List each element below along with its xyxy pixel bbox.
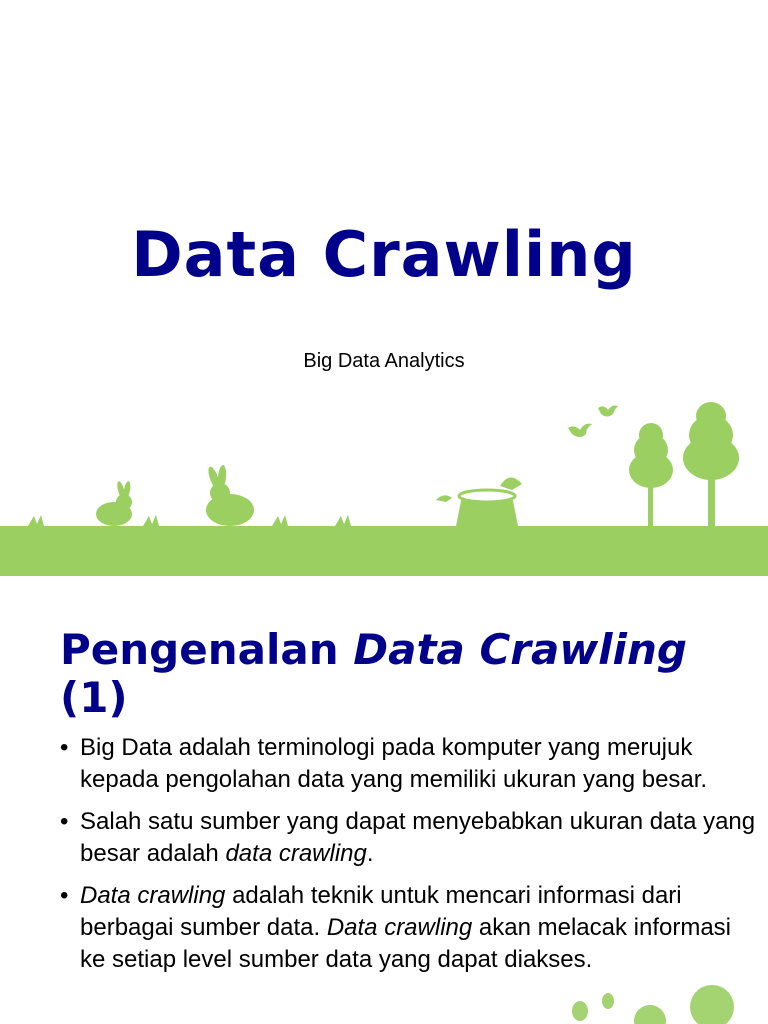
- list-item: [60, 806, 760, 870]
- slide-subtitle: Big Data Analytics: [303, 350, 465, 372]
- tree-icon: [683, 402, 739, 526]
- tree-icon: [634, 1005, 666, 1024]
- rabbit-icon: [96, 481, 132, 526]
- heading-italic: Data Crawling: [353, 625, 687, 674]
- bullet-text: akan melacak informasi ke setiap level sumber data yang dapat diakses.: [80, 914, 732, 973]
- bullet-italic: Data crawling: [326, 914, 473, 941]
- nature-decoration-partial: [560, 971, 760, 1024]
- bullet-text: Salah satu sumber yang dapat menyebabkan ukuran data yang besar adalah: [80, 808, 756, 867]
- bird-icon: [602, 993, 614, 1009]
- rabbit-icon: [206, 465, 254, 526]
- bullet-list: [60, 732, 760, 986]
- slide-heading: [60, 626, 740, 722]
- bird-icon: [598, 406, 618, 417]
- bullet-italic: Data crawling: [80, 882, 226, 909]
- list-item: [60, 732, 760, 796]
- bird-icon: [568, 424, 592, 437]
- tree-icon: [629, 423, 673, 526]
- slide-title: Data Crawling: [131, 218, 637, 291]
- bullet-text: Big Data adalah terminologi pada komputer yang merujuk kepada pengolahan data yang memiliki ukuran yang besar.: [80, 734, 708, 793]
- heading-text: Pengenalan: [60, 625, 354, 674]
- list-item: [60, 880, 760, 976]
- bullet-text: adalah teknik untuk mencari informasi dari berbagai sumber data.: [80, 882, 682, 941]
- content-slide: [0, 576, 768, 1024]
- bullet-text: .: [366, 840, 374, 867]
- bullet-italic: data crawling: [225, 840, 367, 867]
- heading-suffix: (1): [60, 673, 128, 722]
- tree-icon: [690, 985, 734, 1024]
- ground-strip: [0, 526, 768, 576]
- grass-icon: [28, 515, 351, 526]
- nature-decoration: [0, 380, 768, 530]
- tree-stump-icon: [436, 477, 522, 526]
- tree-icon: [572, 1001, 588, 1021]
